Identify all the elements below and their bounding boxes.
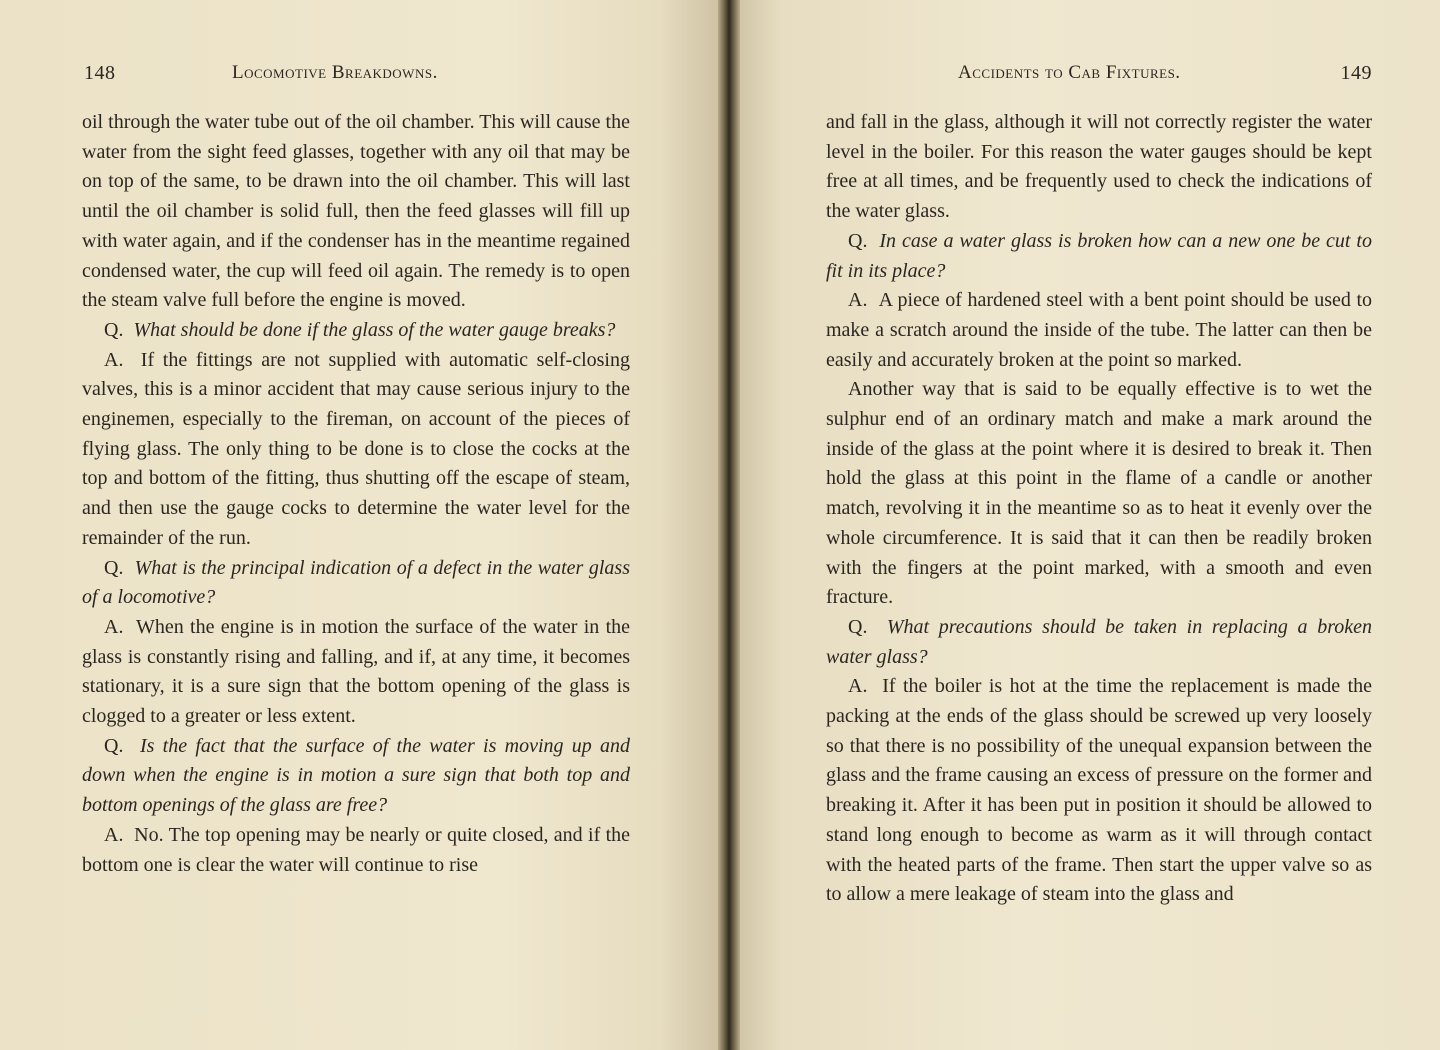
left-page [0, 0, 718, 1050]
page-number-right: 149 [1340, 62, 1372, 84]
right-body-text [826, 108, 1372, 910]
question-paragraph [82, 554, 630, 613]
question-paragraph [82, 732, 630, 821]
question-label: Q. [848, 229, 868, 252]
answer-text: No. The top opening may be nearly or quite closed, and if the bottom one is clear the water will continue to rise [82, 823, 631, 876]
answer-paragraph [826, 672, 1372, 910]
answer-label: A. [848, 289, 868, 312]
plain-paragraph [826, 375, 1372, 613]
answer-label: A. [104, 348, 124, 371]
left-body-text [82, 108, 630, 880]
question-label: Q. [104, 734, 124, 757]
question-text: What precautions should be taken in replacing a broken water glass? [826, 615, 1372, 668]
question-label: Q. [104, 556, 124, 579]
answer-label: A. [104, 615, 124, 638]
answer-label: A. [848, 675, 868, 698]
question-text: What should be done if the glass of the water gauge breaks? [133, 318, 616, 341]
answer-paragraph [82, 613, 630, 732]
page-number-left: 148 [84, 62, 116, 84]
answer-paragraph [82, 821, 630, 880]
answer-paragraph [82, 346, 630, 554]
right-running-head [826, 62, 1374, 92]
question-label: Q. [848, 615, 868, 638]
question-text: Is the fact that the surface of the water is moving up and down when the engine is in motion a sure sign that both top and bottom openings of the glass are free? [82, 734, 630, 817]
answer-text: If the fittings are not supplied with automatic self-closing valves, this is a minor accident that may cause serious injury to the enginemen, especially to the fireman, on account of the pieces of flying glass. The only thing to be done is to close the cocks at the top and bottom of the fitting, thus shutting off the escape of steam, and then use the gauge cocks to determine the water level for the remainder of the run. [82, 348, 630, 549]
book-gutter [718, 0, 740, 1050]
paragraph-continuation [826, 108, 1372, 227]
answer-text: A piece of hardened steel with a bent point should be used to make a scratch around the inside of the tube. The latter can then be easily and accurately broken at the point so marked. [826, 289, 1373, 371]
question-paragraph [826, 227, 1372, 286]
paragraph-continuation [82, 108, 630, 316]
paragraph-text: oil through the water tube out of the oil chamber. This will cause the water from the sight feed glasses, together with any oil that may be on top of the same, to be drawn into the oil chamber. This will last until the oil chamber is solid full, then the feed glasses will fill up with water again, and if the condenser has in the meantime regained condensed water, the cup will feed oil again. The remedy is to open the steam valve full before the engine is moved. [82, 111, 630, 312]
question-paragraph [826, 613, 1372, 672]
left-running-head [84, 62, 632, 92]
question-text: What is the principal indication of a defect in the water glass of a locomotive? [82, 556, 630, 609]
answer-paragraph [826, 286, 1372, 375]
question-text: In case a water glass is broken how can a new one be cut to fit in its place? [826, 229, 1372, 282]
paragraph-text: Another way that is said to be equally effective is to wet the sulphur end of an ordinary match and make a mark around the inside of the glass at the point where it is desired to break it. Then hold the glass at this point in the flame of a candle or another match, revolving it in the meantime so as to heat it evenly over the whole circumference. It is said that it can then be readily broken with the fingers at the point marked, with a smooth and even fracture. [826, 378, 1372, 609]
question-paragraph [82, 316, 630, 346]
running-head-title-right: Accidents to Cab Fixtures. [958, 62, 1181, 83]
question-label: Q. [104, 318, 124, 341]
answer-label: A. [104, 823, 124, 846]
answer-text: When the engine is in motion the surface of the water in the glass is constantly rising and falling, and if, at any time, it becomes stationary, it is a sure sign that the bottom opening of the glass is clogged to a greater or less extent. [82, 615, 630, 728]
right-page [740, 0, 1440, 1050]
answer-text: If the boiler is hot at the time the replacement is made the packing at the ends of the glass should be screwed up very loosely so that there is no possibility of the unequal expansion between the glass and the frame causing an excess of pressure on the former and breaking it. After it has been put in position it should be allowed to stand long enough to become as warm as it will through contact with the heated parts of the frame. Then start the upper valve so as to allow a mere leakage of steam into the glass and [826, 675, 1373, 906]
running-head-title-left: Locomotive Breakdowns. [232, 62, 438, 83]
paragraph-text: and fall in the glass, although it will not correctly register the water level in the boiler. For this reason the water gauges should be kept free at all times, and be frequently used to check the indications of the water glass. [826, 111, 1372, 223]
